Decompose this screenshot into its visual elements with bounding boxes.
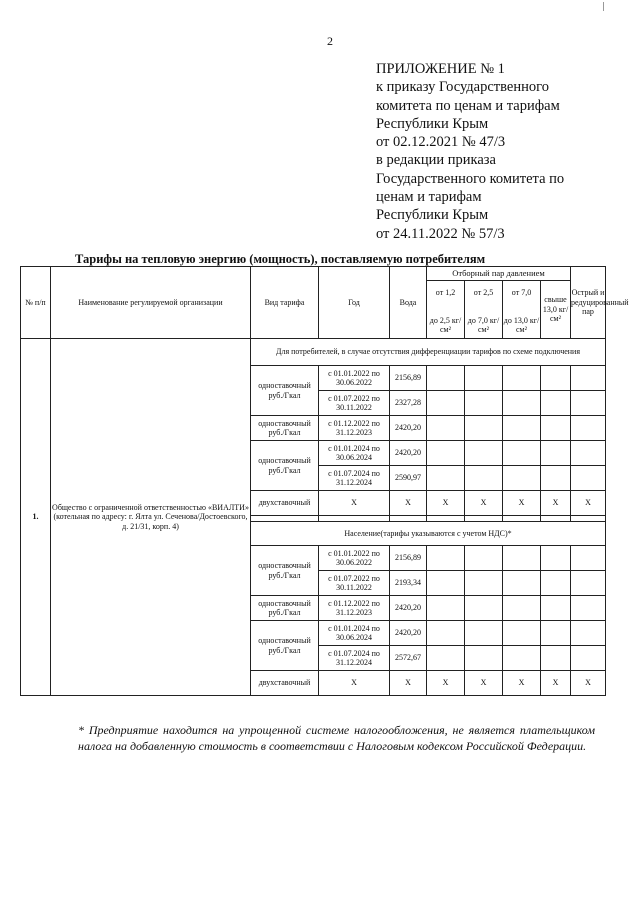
empty-cell — [465, 416, 503, 441]
header-steam-group: Отборный пар давлением — [427, 267, 571, 281]
empty-cell — [427, 391, 465, 416]
period-cell: с 01.01.2024 по 30.06.2024 — [319, 441, 390, 466]
page-edge-mark — [603, 2, 604, 11]
header-pressure-3: от 7,0 до 13,0 кг/см² — [503, 281, 541, 339]
empty-cell — [465, 621, 503, 646]
appendix-line: в редакции приказа — [376, 152, 496, 169]
empty-cell — [503, 416, 541, 441]
empty-cell — [427, 596, 465, 621]
empty-cell — [465, 391, 503, 416]
header-tariff-type: Вид тарифа — [251, 267, 319, 339]
water-value: 2156,89 — [390, 546, 427, 571]
table-title: Тарифы на тепловую энергию (мощность), поставляемую потребителям — [75, 252, 486, 266]
empty-cell — [503, 596, 541, 621]
water-value: 2156,89 — [390, 366, 427, 391]
empty-cell — [571, 571, 606, 596]
empty-cell — [571, 596, 606, 621]
empty-cell — [465, 646, 503, 671]
empty-cell — [541, 646, 571, 671]
x-mark: X — [571, 491, 606, 516]
footnote: * Предприятие находится на упрощенной системе налогообложения, не является плательщиком налога на добавленную стоимость в соответствии с Налоговым кодексом Российской Федерации. — [78, 723, 595, 753]
empty-cell — [541, 546, 571, 571]
x-mark: X — [427, 671, 465, 696]
empty-cell — [427, 546, 465, 571]
tariff-type-cell: двухставочный — [251, 671, 319, 696]
empty-cell — [541, 416, 571, 441]
x-mark: X — [503, 671, 541, 696]
period-cell: с 01.01.2022 по 30.06.2022 — [319, 366, 390, 391]
empty-cell — [571, 416, 606, 441]
empty-cell — [571, 466, 606, 491]
period-cell: с 01.07.2024 по 31.12.2024 — [319, 466, 390, 491]
empty-cell — [465, 441, 503, 466]
empty-cell — [427, 646, 465, 671]
x-mark: X — [503, 491, 541, 516]
empty-cell — [503, 621, 541, 646]
empty-cell — [503, 366, 541, 391]
tariff-type-cell: одноставочный руб./Гкал — [251, 621, 319, 671]
x-mark: X — [541, 491, 571, 516]
header-water: Вода — [390, 267, 427, 339]
header-num: № п/п — [21, 267, 51, 339]
appendix-line: к приказу Государственного — [376, 79, 549, 96]
header-org: Наименование регулируемой организации — [51, 267, 251, 339]
empty-cell — [571, 646, 606, 671]
appendix-header — [376, 60, 564, 243]
x-mark: X — [465, 491, 503, 516]
tariff-type-cell: двухставочный — [251, 491, 319, 516]
empty-cell — [465, 366, 503, 391]
tariff-type-cell: одноставочный руб./Гкал — [251, 441, 319, 491]
appendix-line: ценам и тарифам — [376, 189, 482, 206]
tariff-type-cell: одноставочный руб./Гкал — [251, 366, 319, 416]
appendix-line: ПРИЛОЖЕНИЕ № 1 — [376, 61, 505, 77]
section-title: Население(тарифы указываются с учетом НДС)* — [251, 522, 606, 546]
empty-cell — [427, 571, 465, 596]
empty-cell — [503, 571, 541, 596]
empty-cell — [427, 441, 465, 466]
water-value: 2572,67 — [390, 646, 427, 671]
empty-cell — [427, 621, 465, 646]
x-mark: X — [319, 491, 390, 516]
page-number: 2 — [327, 34, 333, 48]
x-mark: X — [390, 671, 427, 696]
empty-cell — [571, 621, 606, 646]
header-sharp-steam: Острый и редуцированный пар — [571, 267, 606, 339]
x-mark: X — [541, 671, 571, 696]
organization-name: Общество с ограниченной ответственностью «ВИАЛТИ» (котельная по адресу: г. Ялта ул. Сеченова/Достоевского, д. 21/31, корп. 4) — [51, 339, 251, 696]
period-cell: с 01.12.2022 по 31.12.2023 — [319, 416, 390, 441]
empty-cell — [571, 366, 606, 391]
empty-cell — [541, 366, 571, 391]
appendix-line: Государственного комитета по — [376, 170, 565, 187]
empty-cell — [465, 596, 503, 621]
section-title: Для потребителей, в случае отсутствия дифференциации тарифов по схеме подключения — [251, 339, 606, 366]
appendix-line: от 24.11.2022 № 57/3 — [376, 225, 505, 242]
header-pressure-1: от 1,2 до 2,5 кг/см² — [427, 281, 465, 339]
empty-cell — [541, 596, 571, 621]
appendix-line: от 02.12.2021 № 47/3 — [376, 134, 506, 151]
tariff-type-cell: одноставочный руб./Гкал — [251, 596, 319, 621]
period-cell: с 01.01.2024 по 30.06.2024 — [319, 621, 390, 646]
empty-cell — [503, 646, 541, 671]
period-cell: с 01.12.2022 по 31.12.2023 — [319, 596, 390, 621]
empty-cell — [541, 466, 571, 491]
x-mark: X — [465, 671, 503, 696]
empty-cell — [541, 621, 571, 646]
x-mark: X — [427, 491, 465, 516]
water-value: 2590,97 — [390, 466, 427, 491]
empty-cell — [541, 571, 571, 596]
tariff-type-cell: одноставочный руб./Гкал — [251, 546, 319, 596]
period-cell: с 01.01.2022 по 30.06.2022 — [319, 546, 390, 571]
header-pressure-4: свыше 13,0 кг/см² — [541, 281, 571, 339]
water-value: 2420,20 — [390, 441, 427, 466]
empty-cell — [503, 441, 541, 466]
empty-cell — [503, 391, 541, 416]
empty-cell — [503, 546, 541, 571]
empty-cell — [427, 416, 465, 441]
x-mark: X — [319, 671, 390, 696]
tariff-table — [20, 266, 629, 696]
x-mark: X — [390, 491, 427, 516]
empty-cell — [571, 546, 606, 571]
empty-cell — [571, 391, 606, 416]
water-value: 2420,20 — [390, 596, 427, 621]
empty-cell — [571, 441, 606, 466]
header-year: Год — [319, 267, 390, 339]
row-number: 1. — [21, 339, 51, 696]
x-mark: X — [571, 671, 606, 696]
period-cell: с 01.07.2022 по 30.11.2022 — [319, 391, 390, 416]
period-cell: с 01.07.2024 по 31.12.2024 — [319, 646, 390, 671]
period-cell: с 01.07.2022 по 30.11.2022 — [319, 571, 390, 596]
header-pressure-2: от 2,5 до 7,0 кг/см² — [465, 281, 503, 339]
water-value: 2420,20 — [390, 416, 427, 441]
empty-cell — [465, 571, 503, 596]
empty-cell — [465, 466, 503, 491]
water-value: 2327,28 — [390, 391, 427, 416]
water-value: 2193,34 — [390, 571, 427, 596]
appendix-line: Республики Крым — [376, 207, 489, 224]
empty-cell — [427, 366, 465, 391]
appendix-line: Республики Крым — [376, 115, 489, 132]
empty-cell — [503, 466, 541, 491]
empty-cell — [541, 441, 571, 466]
empty-cell — [427, 466, 465, 491]
empty-cell — [541, 391, 571, 416]
empty-cell — [465, 546, 503, 571]
water-value: 2420,20 — [390, 621, 427, 646]
tariff-type-cell: одноставочный руб./Гкал — [251, 416, 319, 441]
appendix-line: комитета по ценам и тарифам — [376, 97, 560, 114]
